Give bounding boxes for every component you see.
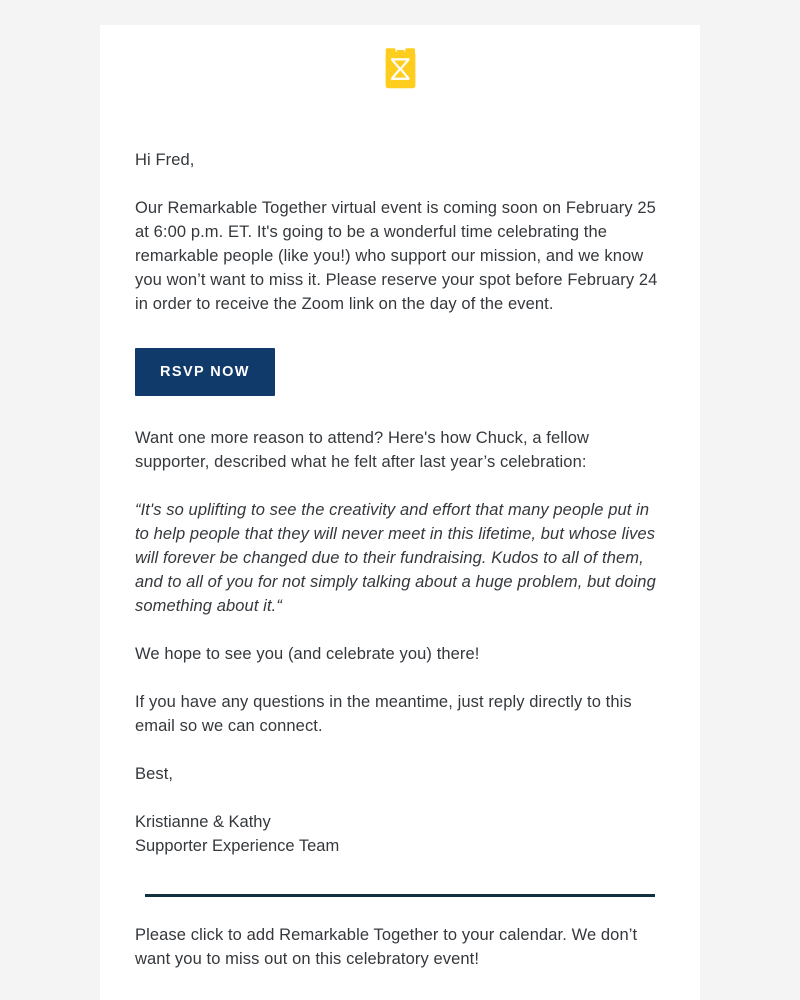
signoff-text: Best,	[135, 764, 174, 783]
email-card	[100, 25, 700, 1000]
spacer	[135, 618, 665, 642]
testimonial-quote: “It's so uplifting to see the creativity and effort that many people put in to help people that they will never meet in this lifetime, but whose lives will forever be changed due to their fundraising. Kudos to all of them, and to all of you for not simply talking about a huge problem, but doing something about it.“	[135, 500, 656, 615]
spacer	[135, 474, 665, 498]
spacer	[135, 406, 665, 426]
greeting-text: Hi Fred,	[135, 151, 195, 169]
logo-link[interactable]	[385, 47, 416, 89]
closing-line: We hope to see you (and celebrate you) there!	[135, 644, 480, 663]
spacer	[135, 666, 665, 690]
spacer	[135, 738, 665, 762]
signature-title: Supporter Experience Team	[135, 836, 340, 855]
spacer	[135, 786, 665, 810]
spacer	[135, 172, 665, 196]
jerry-can-icon	[385, 47, 416, 89]
signature-block	[135, 810, 665, 858]
email-body	[100, 112, 700, 1000]
cta-container	[135, 316, 665, 406]
email-header	[100, 25, 700, 112]
signature-names: Kristianne & Kathy	[135, 812, 271, 831]
section-divider	[145, 894, 655, 897]
questions-line: If you have any questions in the meantime, just reply directly to this email so we can connect.	[135, 692, 632, 735]
intro-paragraph: Our Remarkable Together virtual event is coming soon on February 25 at 6:00 p.m. ET. It's going to be a wonderful time celebrating the remarkable people (like you!) who support our mission, and we know you won’t want to miss it. Please reserve your spot before February 24 in order to receive the Zoom link on the day of the event.	[135, 199, 658, 313]
divider-container	[135, 858, 665, 923]
rsvp-now-button[interactable]: RSVP NOW	[135, 348, 275, 396]
calendar-note: Please click to add Remarkable Together to your calendar. We don’t want you to miss out on this celebratory event!	[135, 925, 638, 968]
testimonial-intro-paragraph: Want one more reason to attend? Here's how Chuck, a fellow supporter, described what he felt after last year’s celebration:	[135, 428, 590, 471]
